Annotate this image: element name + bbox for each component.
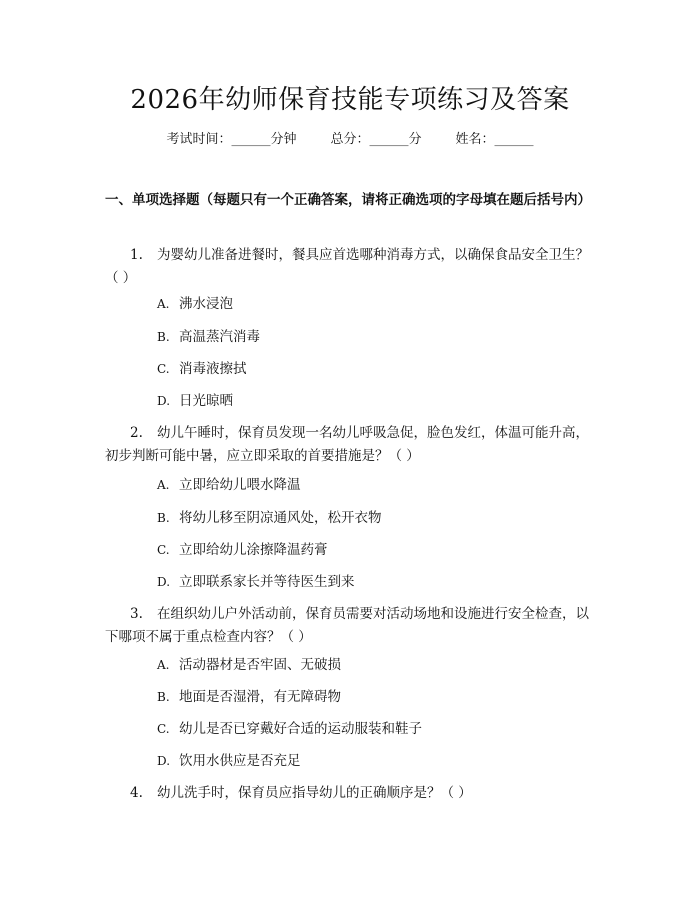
question-1-option-a <box>157 294 233 314</box>
question-1-stem <box>105 244 597 290</box>
question-1-option-b <box>157 327 260 347</box>
option-text: 消毒液擦拭 <box>179 361 247 377</box>
question-text: 为婴幼儿准备进餐时，餐具应首选哪种消毒方式，以确保食品安全卫生？（ ） <box>105 247 589 286</box>
exam-time-field: 考试时间：______分钟 <box>166 132 297 147</box>
question-number: 4. <box>130 785 143 801</box>
question-1-option-d <box>157 391 233 411</box>
question-4-stem <box>105 782 597 805</box>
option-text: 沸水浸泡 <box>179 296 233 312</box>
option-letter: D. <box>157 575 171 589</box>
question-2-option-c <box>157 540 328 560</box>
option-letter: B. <box>157 330 170 344</box>
option-letter: B. <box>157 690 170 704</box>
question-3-option-c <box>157 719 422 739</box>
total-score-field: 总分：______分 <box>330 132 422 147</box>
section-heading: 一、单项选择题（每题只有一个正确答案，请将正确选项的字母填在题后括号内） <box>105 192 591 208</box>
option-text: 高温蒸汽消毒 <box>179 329 260 345</box>
document-title: 2026年幼师保育技能专项练习及答案 <box>130 85 570 115</box>
option-letter: D. <box>157 394 171 408</box>
question-text: 幼儿洗手时，保育员应指导幼儿的正确顺序是？（ ） <box>157 785 472 801</box>
option-text: 立即给幼儿喂水降温 <box>179 477 301 493</box>
option-text: 日光晾晒 <box>179 393 233 409</box>
option-text: 饮用水供应是否充足 <box>179 753 301 769</box>
option-letter: C. <box>157 543 170 557</box>
option-letter: A. <box>157 478 170 492</box>
option-text: 地面是否湿滑，有无障碍物 <box>179 689 341 705</box>
option-text: 活动器材是否牢固、无破损 <box>179 657 341 673</box>
option-letter: B. <box>157 511 170 525</box>
question-number: 2. <box>130 425 143 441</box>
exam-info-line <box>0 130 700 150</box>
question-text: 在组织幼儿户外活动前，保育员需要对活动场地和设施进行安全检查，以下哪项不属于重点检查内容？（ ） <box>105 606 589 645</box>
question-3-option-a <box>157 655 341 675</box>
question-2-option-b <box>157 508 382 528</box>
question-number: 3. <box>130 606 143 622</box>
option-letter: C. <box>157 722 170 736</box>
option-letter: A. <box>157 297 170 311</box>
question-number: 1. <box>130 247 143 263</box>
question-2-option-a <box>157 475 301 495</box>
question-3-option-d <box>157 751 301 771</box>
option-text: 幼儿是否已穿戴好合适的运动服装和鞋子 <box>179 721 422 737</box>
option-text: 将幼儿移至阴凉通风处，松开衣物 <box>179 510 382 526</box>
question-2-stem <box>105 422 597 468</box>
option-letter: D. <box>157 754 171 768</box>
question-3-option-b <box>157 687 341 707</box>
option-text: 立即给幼儿涂擦降温药膏 <box>179 542 328 558</box>
question-1-option-c <box>157 359 247 379</box>
question-2-option-d <box>157 572 355 592</box>
option-letter: C. <box>157 362 170 376</box>
question-text: 幼儿午睡时，保育员发现一名幼儿呼吸急促，脸色发红，体温可能升高，初步判断可能中暑，应立即采取的首要措施是？（ ） <box>105 425 589 464</box>
option-letter: A. <box>157 658 170 672</box>
option-text: 立即联系家长并等待医生到来 <box>179 574 355 590</box>
name-field: 姓名：______ <box>455 132 534 147</box>
question-3-stem <box>105 603 597 649</box>
